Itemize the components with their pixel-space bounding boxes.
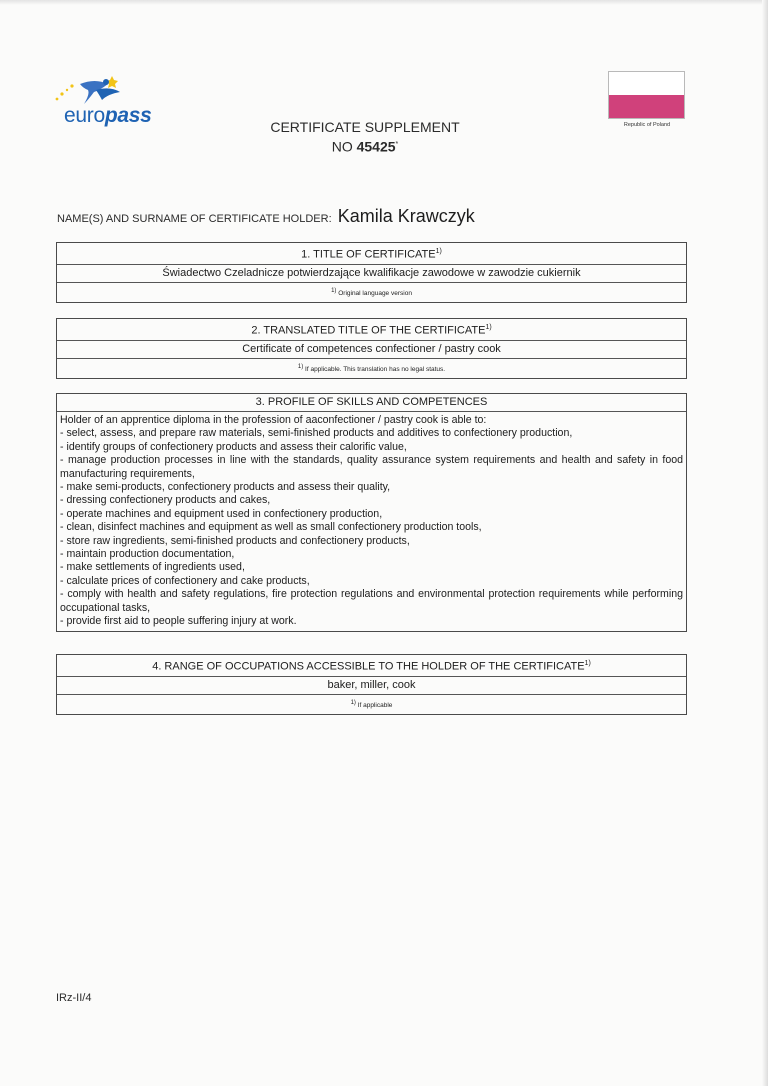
holder-label: NAME(S) AND SURNAME OF CERTIFICATE HOLDER: bbox=[57, 213, 332, 225]
skills-intro: Holder of an apprentice diploma in the profession of aaconfectioner / pastry cook is able to: bbox=[60, 414, 487, 426]
section-4-heading: 4. RANGE OF OCCUPATIONS ACCESSIBLE TO THE HOLDER OF THE CERTIFICATE$^{1)}$ bbox=[57, 655, 686, 677]
page-top-edge bbox=[0, 0, 768, 5]
certificate-supplement-title: CERTIFICATE SUPPLEMENT bbox=[270, 119, 460, 135]
section-range-of-occupations bbox=[56, 654, 687, 715]
section-1-heading: 1. TITLE OF CERTIFICATE$^{1)}$ bbox=[57, 243, 686, 265]
section-2-note: 1) If applicable. This translation has no legal status. bbox=[297, 363, 446, 373]
skill-item: - operate machines and equipment used in confectionery production, bbox=[60, 507, 383, 520]
flag-caption: Republic of Poland bbox=[623, 122, 671, 128]
poland-flag bbox=[608, 71, 685, 119]
section-translated-title bbox=[56, 318, 687, 379]
skill-item: - make semi-products, confectionery products and assess their quality, bbox=[60, 481, 391, 494]
section-title-of-certificate bbox=[56, 242, 687, 303]
page-right-edge bbox=[762, 0, 768, 1086]
europass-logo bbox=[50, 70, 170, 130]
section-1-note: 1) Original language version bbox=[331, 287, 412, 297]
skills-list bbox=[57, 412, 686, 631]
section-3-heading: 3. PROFILE OF SKILLS AND COMPETENCES bbox=[57, 394, 686, 412]
skill-item: - clean, disinfect machines and equipment as well as small confectionery production tools, bbox=[60, 521, 482, 534]
skill-item: - select, assess, and prepare raw materials, semi-finished products and additives to confectionery production, bbox=[60, 427, 573, 440]
section-4-value: baker, miller, cook bbox=[57, 677, 686, 695]
section-2-heading: 2. TRANSLATED TITLE OF THE CERTIFICATE$^{1)}$ bbox=[57, 319, 686, 341]
skill-item: - store raw ingredients, semi-finished products and confectionery products, bbox=[60, 534, 410, 547]
section-2-value: Certificate of competences confectioner / pastry cook bbox=[57, 341, 686, 359]
form-code: IRz-II/4 bbox=[56, 992, 92, 1004]
holder-name: Kamila Krawczyk bbox=[337, 206, 475, 226]
certificate-holder bbox=[57, 206, 475, 227]
skill-item: - manage production processes in line with the standards, quality assurance system requirements and health and safety in food manufacturing requirements, bbox=[60, 454, 683, 480]
section-4-note: 1) If applicable bbox=[350, 699, 393, 709]
section-profile-of-skills bbox=[56, 393, 687, 632]
skill-item: - maintain production documentation, bbox=[60, 548, 235, 561]
skill-item: - identify groups of confectionery products and assess their calorific value, bbox=[60, 440, 407, 453]
certificate-number: NO 45425* bbox=[331, 138, 399, 155]
skill-item: - dressing confectionery products and cakes, bbox=[60, 494, 271, 507]
skill-item: - make settlements of ingredients used, bbox=[60, 561, 245, 574]
flag-red-stripe bbox=[609, 95, 684, 118]
skill-item: - provide first aid to people suffering injury at work. bbox=[60, 615, 297, 628]
skill-item: - comply with health and safety regulations, fire protection regulations and environmental protection requirements while performing occupational tasks, bbox=[60, 588, 683, 614]
section-1-value: Świadectwo Czeladnicze potwierdzające kwalifikacje zawodowe w zawodzie cukiernik bbox=[57, 265, 686, 283]
document-title bbox=[240, 119, 490, 156]
europass-wordmark: europass bbox=[64, 104, 152, 127]
skill-item: - calculate prices of confectionery and cake products, bbox=[60, 574, 310, 587]
